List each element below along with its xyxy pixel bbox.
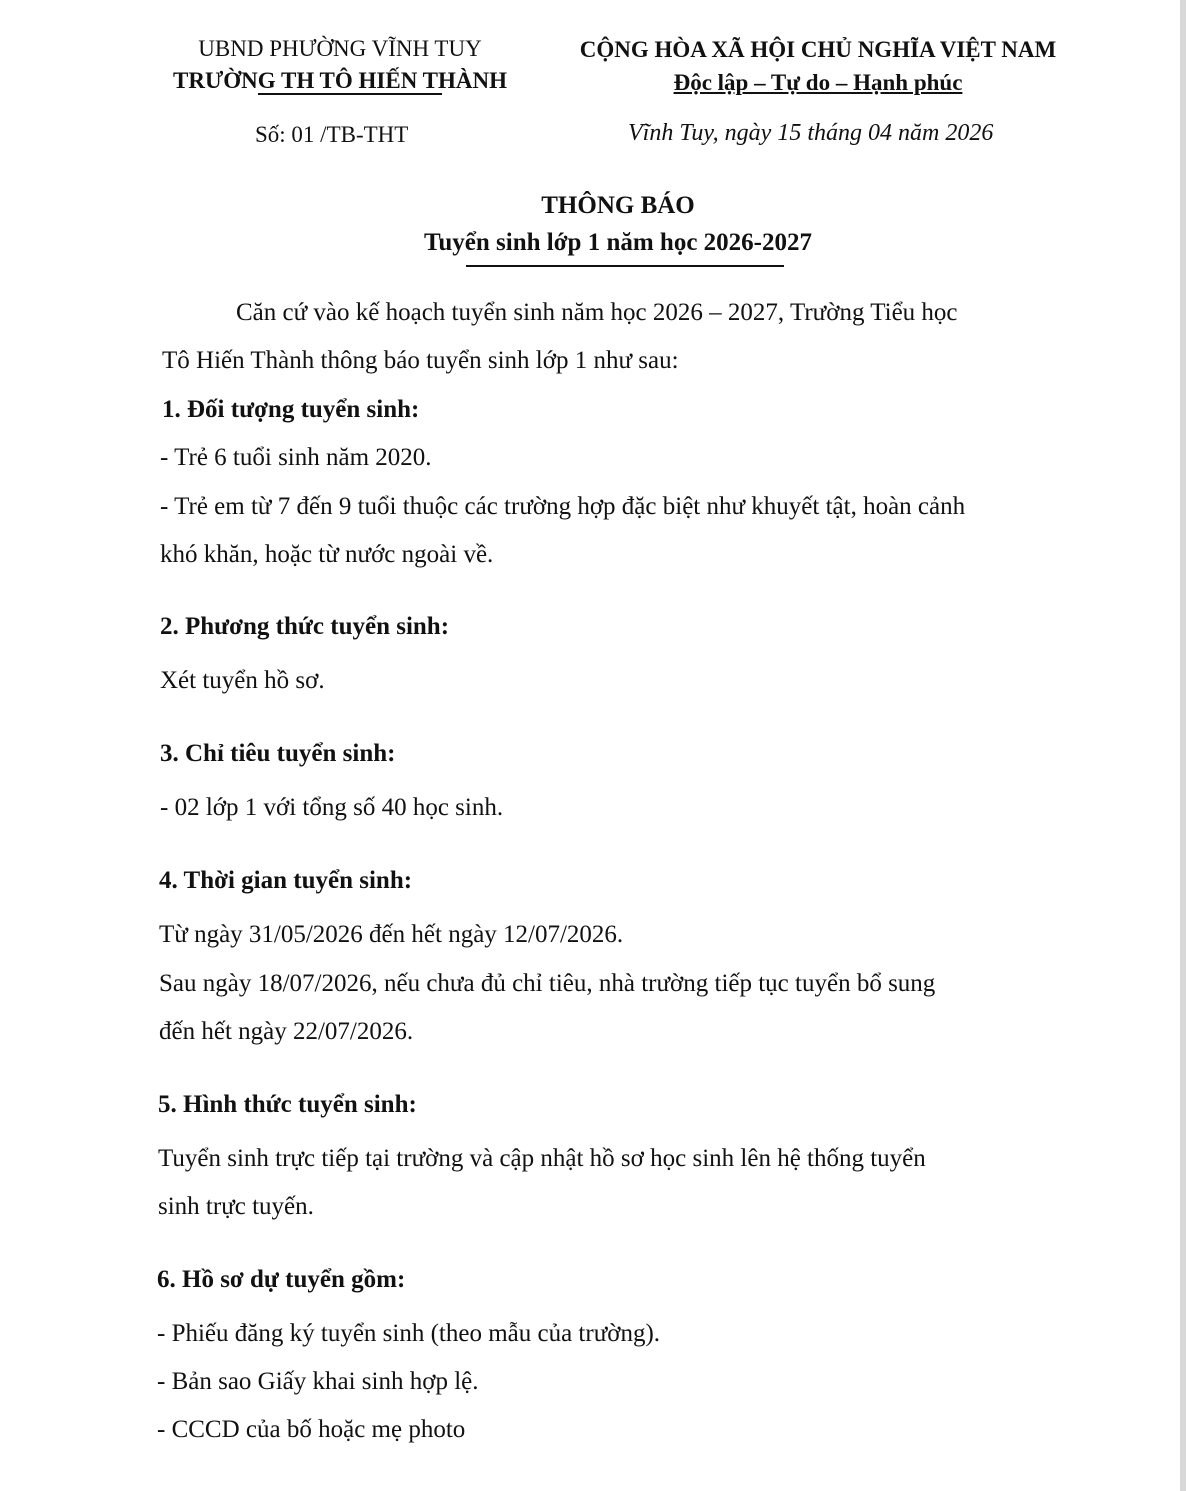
authority-name: UBND PHƯỜNG VĨNH TUY xyxy=(198,36,482,61)
section-5-line-2: sinh trực tuyến. xyxy=(158,1193,314,1220)
section-1-line-3: khó khăn, hoặc từ nước ngoài về. xyxy=(160,541,494,568)
page-edge-shadow xyxy=(1180,0,1186,1491)
document-title: THÔNG BÁO xyxy=(541,192,695,219)
section-6-line-3: - CCCD của bố hoặc mẹ photo xyxy=(157,1416,466,1443)
document-number: Số: 01 /TB-THT xyxy=(255,122,409,147)
section-1-heading: 1. Đối tượng tuyển sinh: xyxy=(162,396,420,423)
section-4-line-2: Sau ngày 18/07/2026, nếu chưa đủ chỉ tiêu, nhà trường tiếp tục tuyển bổ sung xyxy=(159,970,936,997)
section-2-line-1: Xét tuyển hồ sơ. xyxy=(160,667,325,694)
section-4-heading: 4. Thời gian tuyển sinh: xyxy=(159,867,413,894)
intro-line-2: Tô Hiến Thành thông báo tuyển sinh lớp 1 như sau: xyxy=(162,347,679,374)
section-4-line-1: Từ ngày 31/05/2026 đến hết ngày 12/07/2026. xyxy=(159,921,624,948)
place-and-date: Vĩnh Tuy, ngày 15 tháng 04 năm 2026 xyxy=(628,120,994,146)
section-5-line-1: Tuyển sinh trực tiếp tại trường và cập nhật hồ sơ học sinh lên hệ thống tuyển xyxy=(158,1145,926,1172)
section-3-line-1: - 02 lớp 1 với tổng số 40 học sinh. xyxy=(160,794,504,821)
section-6-line-1: - Phiếu đăng ký tuyển sinh (theo mẫu của trường). xyxy=(157,1320,661,1347)
section-6-line-2: - Bản sao Giấy khai sinh hợp lệ. xyxy=(157,1368,479,1395)
section-1-line-2: - Trẻ em từ 7 đến 9 tuổi thuộc các trường hợp đặc biệt như khuyết tật, hoàn cảnh xyxy=(160,493,966,520)
document-subtitle: Tuyển sinh lớp 1 năm học 2026-2027 xyxy=(423,229,812,256)
subtitle-underline xyxy=(466,265,784,267)
school-name-underline xyxy=(258,93,442,95)
section-2-heading: 2. Phương thức tuyển sinh: xyxy=(160,613,450,640)
section-6-heading: 6. Hồ sơ dự tuyển gồm: xyxy=(157,1266,406,1293)
intro-line-1: Căn cứ vào kế hoạch tuyển sinh năm học 2026 – 2027, Trường Tiểu học xyxy=(236,299,958,326)
school-name: TRƯỜNG TH TÔ HIẾN THÀNH xyxy=(173,68,507,93)
section-5-heading: 5. Hình thức tuyển sinh: xyxy=(158,1091,417,1118)
section-1-line-1: - Trẻ 6 tuổi sinh năm 2020. xyxy=(160,444,432,471)
section-4-line-3: đến hết ngày 22/07/2026. xyxy=(159,1018,414,1045)
national-motto: Độc lập – Tự do – Hạnh phúc xyxy=(673,70,963,95)
country-name: CỘNG HÒA XÃ HỘI CHỦ NGHĨA VIỆT NAM xyxy=(579,37,1057,62)
section-3-heading: 3. Chỉ tiêu tuyển sinh: xyxy=(160,740,396,767)
